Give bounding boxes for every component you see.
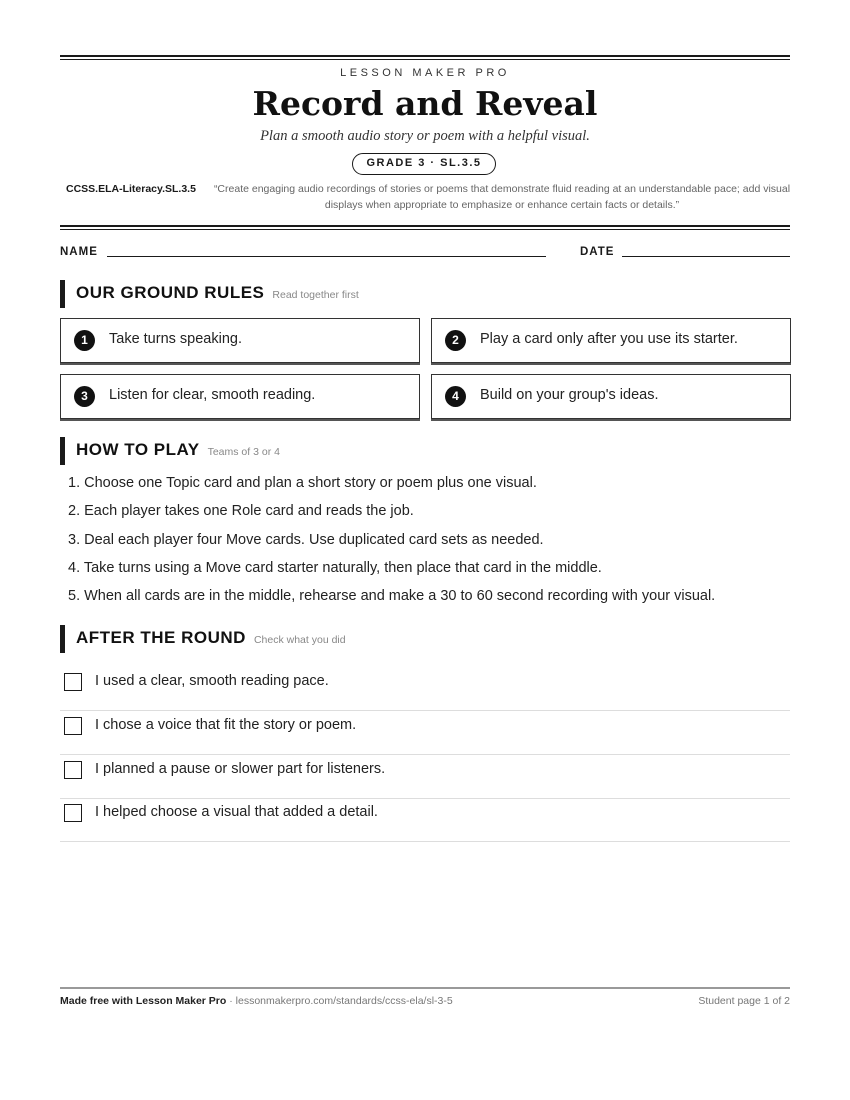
rule-text: Take turns speaking. [109,331,242,347]
rule-card-4 [431,374,791,419]
name-label: NAME [60,246,98,258]
ground-rules-heading [76,283,359,303]
page-number: Student page 1 of 2 [698,995,790,1007]
ground-rules-note: Read together first [272,289,359,301]
date-field[interactable] [622,256,790,257]
checklist-item [60,711,790,755]
checklist-item [60,798,790,842]
footer-credit [60,995,453,1007]
ground-rules-title: OUR GROUND RULES [76,283,265,302]
checklist-text: I chose a voice that fit the story or poem. [95,717,357,733]
checkbox[interactable] [64,673,82,691]
list-item: 5. When all cards are in the middle, rehearse and make a 30 to 60 second recording with your visual. [68,588,716,605]
checklist-text: I used a clear, smooth reading pace. [95,673,329,689]
rule-text: Play a card only after you use its starter. [480,331,738,347]
worksheet-page [60,0,790,1100]
section-marker [60,437,65,465]
rule-card-1 [60,318,420,363]
rule-text: Build on your group's ideas. [480,387,659,403]
steps-list [68,472,790,613]
checklist-text: I helped choose a visual that added a detail. [95,804,378,820]
checklist-item [60,667,790,711]
how-to-play-note: Teams of 3 or 4 [207,446,280,458]
footer-made-with: Made free with Lesson Maker Pro [60,995,227,1007]
standard-text: “Create engaging audio recordings of stories or poems that demonstrate fluid reading at an understandable pace; add visual displays when appropriate to emphasize or enhance certain facts or details.” [213,183,791,211]
how-to-play-title: HOW TO PLAY [76,440,200,459]
how-to-play-heading [76,440,280,460]
after-round-note: Check what you did [253,634,346,646]
page-title: Record and Reveal [252,84,598,123]
after-round-title: AFTER THE ROUND [76,628,246,647]
footer-divider [60,987,790,989]
checkbox[interactable] [64,804,82,822]
date-label: DATE [580,246,615,258]
header-divider [60,225,790,230]
section-marker [60,625,65,653]
list-item: 2. Each player takes one Role card and reads the job. [68,503,414,520]
checkbox[interactable] [64,717,82,735]
footer-url[interactable]: · lessonmakerpro.com/standards/ccss-ela/sl-3-5 [226,995,453,1007]
top-divider [60,55,790,60]
page-subtitle: Plan a smooth audio story or poem with a helpful visual. [260,128,590,144]
list-item: 3. Deal each player four Move cards. Use duplicated card sets as needed. [68,531,544,548]
checklist-text: I planned a pause or slower part for listeners. [95,761,386,777]
list-item: 4. Take turns using a Move card starter naturally, then place that card in the middle. [68,559,602,576]
rule-number: 1 [74,330,95,351]
list-item: 1. Choose one Topic card and plan a short story or poem plus one visual. [68,475,537,491]
grade-badge: GRADE 3 · SL.3.5 [352,153,496,175]
rule-text: Listen for clear, smooth reading. [109,387,316,403]
name-field[interactable] [107,256,546,257]
rule-card-2 [431,318,791,363]
checklist-item [60,755,790,799]
checkbox[interactable] [64,761,82,779]
standard-code: CCSS.ELA-Literacy.SL.3.5 [66,183,196,195]
rule-card-3 [60,374,420,419]
section-marker [60,280,65,308]
brand-name: LESSON MAKER PRO [340,67,510,79]
rule-number: 3 [74,386,95,407]
rule-number: 2 [445,330,466,351]
after-round-heading [76,628,346,648]
rule-number: 4 [445,386,466,407]
